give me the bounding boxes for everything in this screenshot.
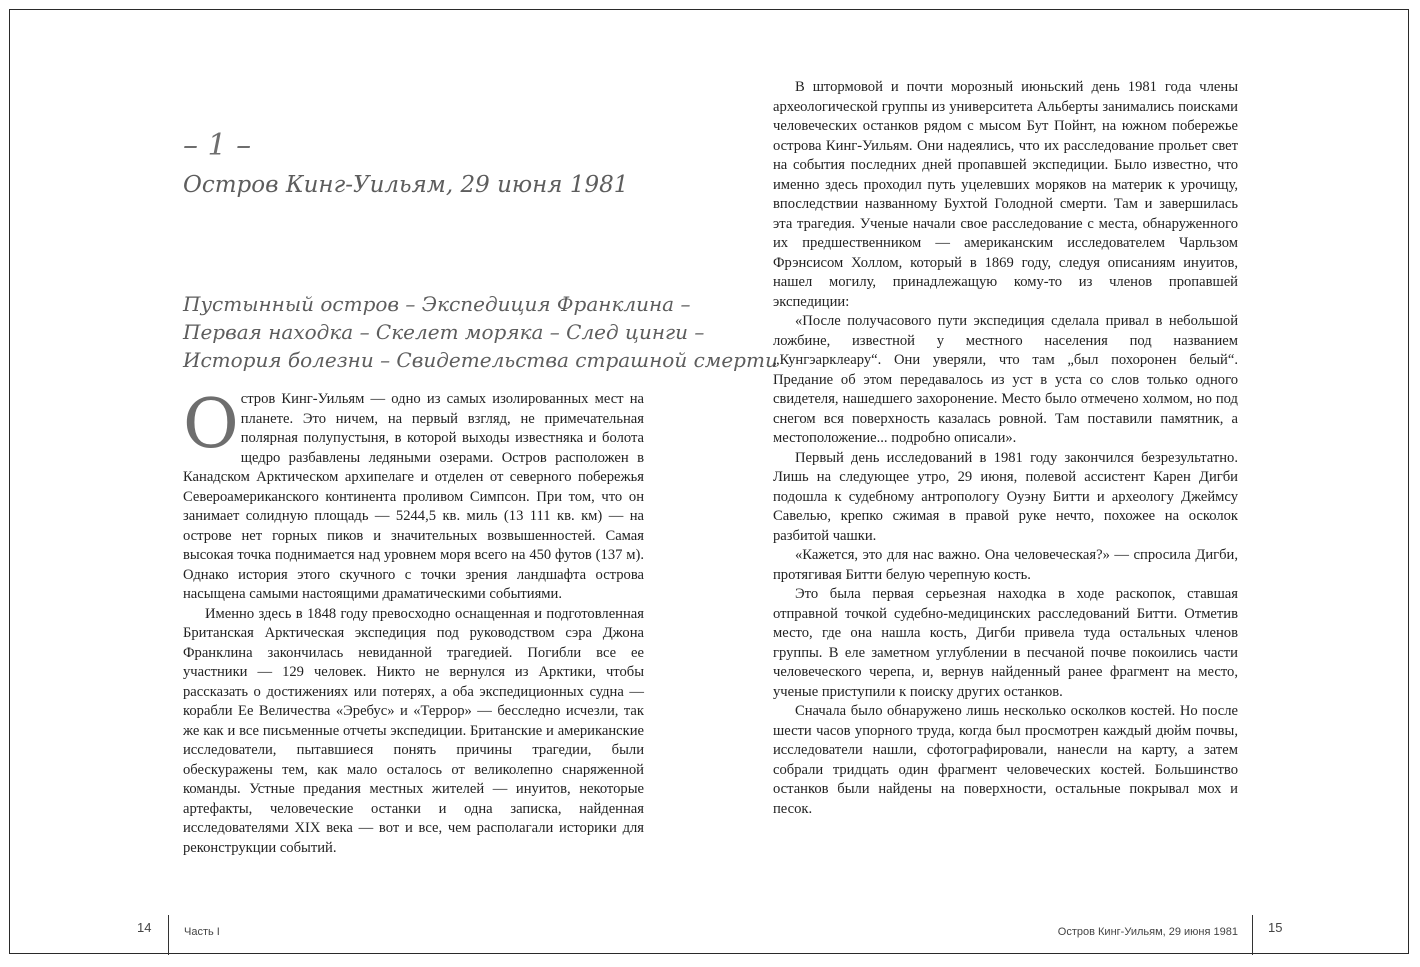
body-paragraph: [183, 385, 644, 605]
drop-cap: О: [183, 385, 239, 464]
chapter-synopsis: [183, 290, 778, 374]
right-text-column: [773, 78, 1238, 819]
left-text-column: [183, 385, 644, 858]
body-paragraph: Сначала было обнаружено лишь несколько осколков костей. Но после шести часов упорного труда, когда был просмотрен каждый дюйм почвы, исследователи нашли, сфотографировали, нанесли на карту, а затем собрали тридцать один фрагмент человеческих костей. Большинство останков были найдены на поверхности, остальные покрывал мох и песок.: [773, 703, 1238, 817]
body-paragraph: Это была первая серьезная находка в ходе раскопок, ставшая отправной точкой судебно-медицинских расследований Битти. Отметив место, где она нашла кость, Дигби привела туда остальных членов группы. В еле заметном углублении в песчаной почве покоились части человеческого черепа, и, вернув найденный ранее фрагмент на место, ученые приступили к поиску других останков.: [773, 586, 1238, 700]
paragraph-text: стров Кинг-Уильям — одно из самых изолированных мест на планете. Это ничем, на первый взгляд, не примечательная полярная полупустыня, в которой выходы известняка и болота щедро разбавлены ледяными озерами. Остров расположен в Канадском Арктическом архипелаге и отделен от северного побережья Североамериканского континента проливом Симпсон. При том, что он занимает солидную площадь — 5244,5 кв. миль (13 111 кв. км) — на острове нет горных пиков и значительных возвышенностей. Самая высокая точка поднимается над уровнем моря всего на 450 футов (137 м). Однако история этого скучного с точки зрения ландшафта острова насыщена самыми настоящими драматическими событиями.: [183, 391, 644, 602]
running-head-left: Часть I: [184, 926, 220, 938]
footer-divider-left: [168, 915, 169, 955]
page-number-right: 15: [1268, 920, 1283, 935]
body-paragraph: Первый день исследований в 1981 году закончился безрезультатно. Лишь на следующее утро, 29 июня, полевой ассистент Карен Дигби подошла к судебному антропологу Оуэну Битти и археологу Джеймсу Савелью, крепко сжимая в правой руке нечто, похожее на осколок разбитой чашки.: [773, 449, 1238, 544]
synopsis-line: Первая находка – Скелет моряка – След цинги –: [183, 320, 705, 344]
synopsis-line: Пустынный остров – Экспедиция Франклина –: [183, 292, 691, 316]
synopsis-line: История болезни – Свидетельства страшной смерти: [183, 348, 778, 372]
chapter-title: Остров Кинг-Уильям, 29 июня 1981: [183, 172, 629, 198]
page-number-left: 14: [137, 920, 152, 935]
body-paragraph: «Кажется, это для нас важно. Она человеческая?» — спросила Дигби, протягивая Битти белую черепную кость.: [773, 547, 1238, 583]
running-head-right: Остров Кинг-Уильям, 29 июня 1981: [1057, 926, 1238, 938]
body-paragraph: «После получасового пути экспедиция сделала привал в небольшой ложбине, известной у местного населения под названием „Кунгэарклеару“. Они уверяли, что там „был похоронен белый“. Предание об этом передавалось из уст в уста со слов только одного свидетеля, нашедшего захоронение. Место было отмечено холмом, но под снегом вся поверхность казалась ровной. Там поставили памятник, а местоположение... подробно описали».: [773, 313, 1238, 446]
body-paragraph: В штормовой и почти морозный июньский день 1981 года члены археологической группы из университета Альберты занимались поисками человеческих останков рядом с мысом Бут Пойнт, на южном побережье острова Кинг-Уильям. Они надеялись, что их расследование прольет свет на события последних дней пропавшей экспедиции. Было известно, что именно здесь проходил путь уцелевших моряков на материк к урочищу, впоследствии названному Бухтой Голодной смерти. Там и завершилась эта трагедия. Ученые начали свое расследование с места, обнаруженного их предшественником — американским исследователем Чарльзом Фрэнсисом Холлом, который в 1869 году, следуя описаниям инуитов, нашел могилу, принадлежащую кому-то из членов пропавшей экспедиции:: [773, 79, 1238, 310]
chapter-number: – 1 –: [183, 128, 252, 163]
footer-divider-right: [1252, 915, 1253, 955]
body-paragraph: Именно здесь в 1848 году превосходно оснащенная и подготовленная Британская Арктическая экспедиция под руководством сэра Джона Франклина закончилась невиданной трагедией. Погибли все ее участники — 129 человек. Никто не вернулся из Арктики, чтобы рассказать о достижениях или потерях, а оба экспедиционных судна — корабли Ее Величества «Эребус» и «Террор» — бесследно исчезли, так же как и все письменные отчеты экспедиции. Британские и американские исследователи, пытавшиеся понять причины трагедии, были обескуражены тем, как мало осталось от великолепно снаряженной команды. Устные предания местных жителей — инуитов, некоторые артефакты, человеческие останки и одна записка, найденная исследователями XIX века — вот и все, чем располагали историки для реконструкции событий.: [183, 605, 644, 856]
